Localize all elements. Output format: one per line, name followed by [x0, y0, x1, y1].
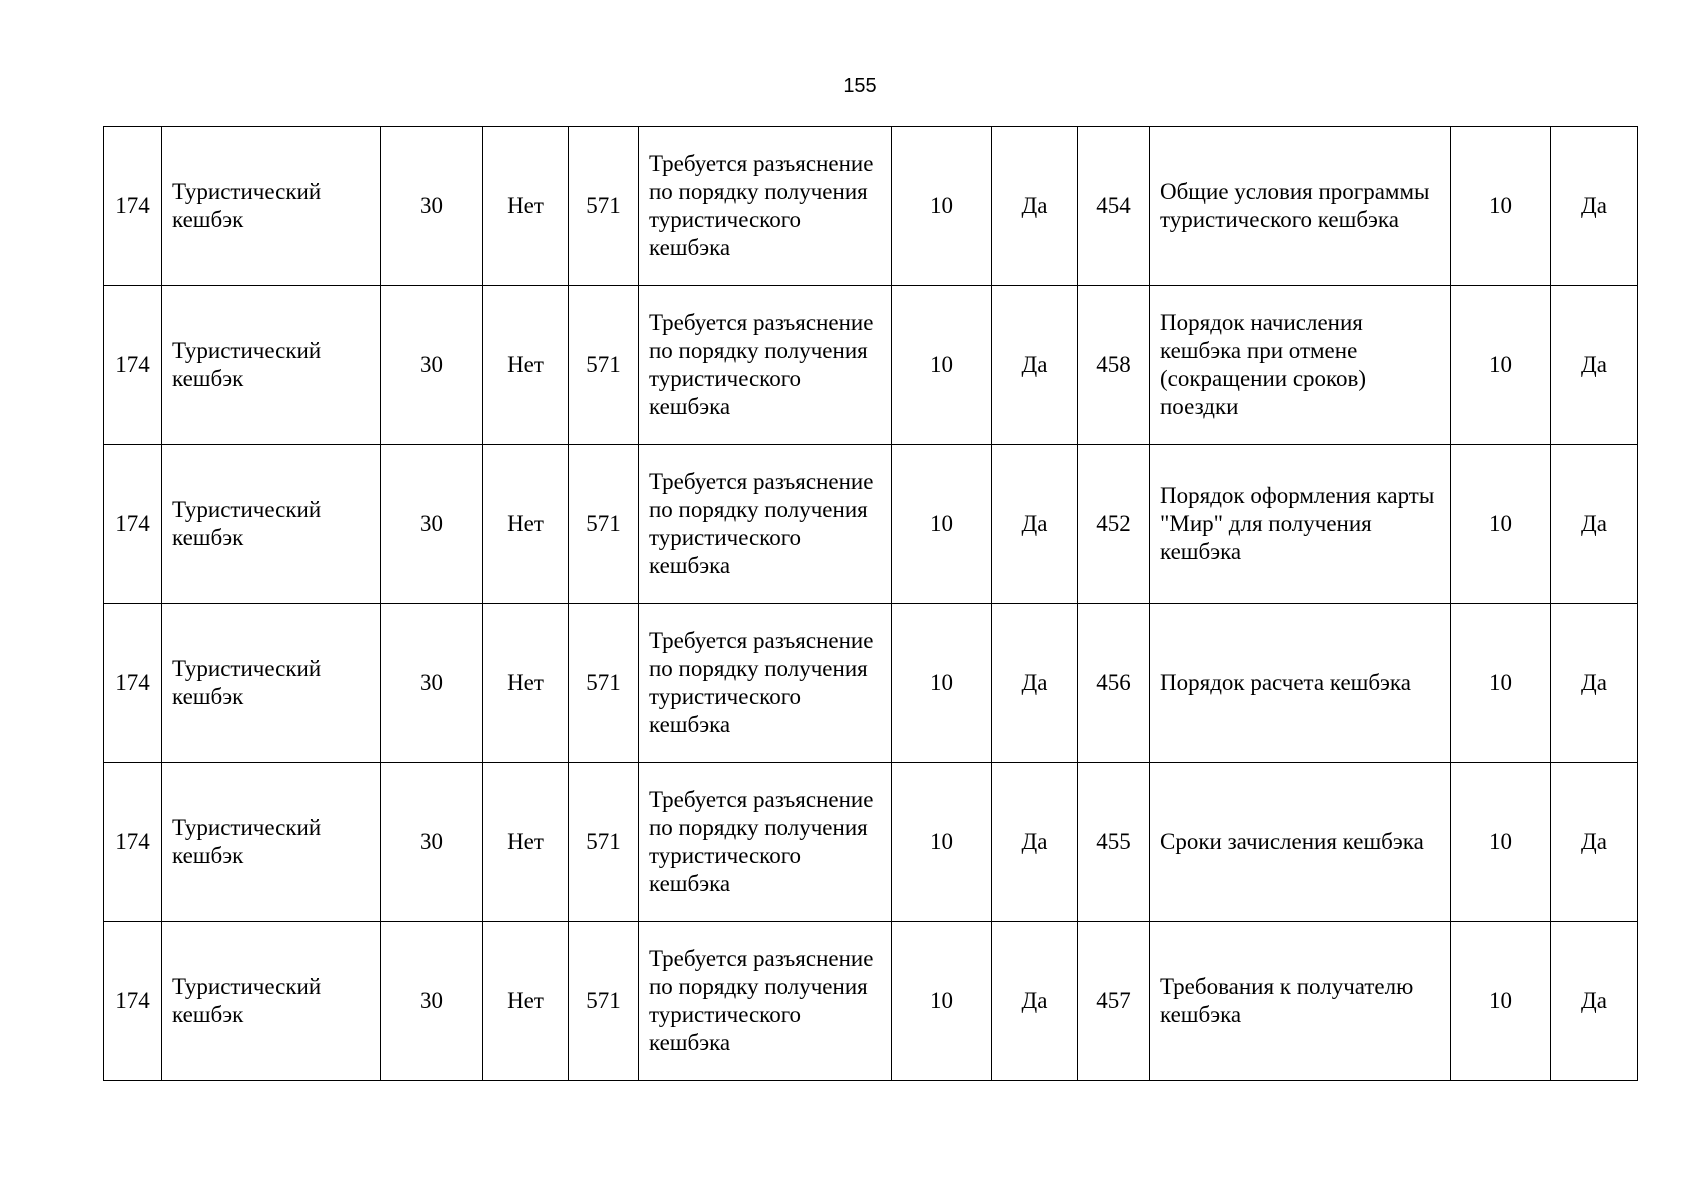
cell-reason-code: 571 — [569, 763, 639, 922]
cell-subject-value: 10 — [1451, 445, 1551, 604]
cell-subject-flag: Да — [1551, 286, 1638, 445]
cell-topic: Туристический кешбэк — [162, 604, 381, 763]
cell-reason-code: 571 — [569, 922, 639, 1081]
cell-topic: Туристический кешбэк — [162, 763, 381, 922]
cell-reason-flag: Да — [992, 127, 1078, 286]
cell-topic-flag: Нет — [483, 445, 569, 604]
cell-topic: Туристический кешбэк — [162, 127, 381, 286]
cell-subject-code: 452 — [1078, 445, 1150, 604]
cell-reason-flag: Да — [992, 922, 1078, 1081]
cell-code: 174 — [104, 286, 162, 445]
cell-topic-flag: Нет — [483, 604, 569, 763]
cell-subject-code: 458 — [1078, 286, 1150, 445]
cell-subject-value: 10 — [1451, 286, 1551, 445]
cell-subject-value: 10 — [1451, 763, 1551, 922]
cell-topic-value: 30 — [381, 445, 483, 604]
cell-reason-value: 10 — [892, 445, 992, 604]
cell-topic-value: 30 — [381, 922, 483, 1081]
cell-topic-flag: Нет — [483, 127, 569, 286]
cell-subject-code: 455 — [1078, 763, 1150, 922]
cell-topic-value: 30 — [381, 127, 483, 286]
cell-code: 174 — [104, 127, 162, 286]
table-row — [104, 445, 1638, 604]
page-number: 155 — [843, 75, 877, 97]
cell-topic: Туристический кешбэк — [162, 445, 381, 604]
cell-subject-code: 457 — [1078, 922, 1150, 1081]
cell-code: 174 — [104, 604, 162, 763]
cell-reason: Требуется разъяснение по порядку получения туристического кешбэка — [639, 445, 892, 604]
cell-code: 174 — [104, 922, 162, 1081]
cell-subject-code: 456 — [1078, 604, 1150, 763]
table-row — [104, 286, 1638, 445]
cell-subject-value: 10 — [1451, 922, 1551, 1081]
cell-code: 174 — [104, 445, 162, 604]
cell-reason-code: 571 — [569, 445, 639, 604]
table-row — [104, 922, 1638, 1081]
cell-reason: Требуется разъяснение по порядку получения туристического кешбэка — [639, 604, 892, 763]
cell-topic: Туристический кешбэк — [162, 922, 381, 1081]
data-table — [103, 126, 1638, 1081]
cell-subject: Порядок оформления карты "Мир" для получения кешбэка — [1150, 445, 1451, 604]
cell-topic-flag: Нет — [483, 922, 569, 1081]
cell-reason-value: 10 — [892, 127, 992, 286]
cell-subject-value: 10 — [1451, 127, 1551, 286]
cell-subject-value: 10 — [1451, 604, 1551, 763]
cell-subject: Сроки зачисления кешбэка — [1150, 763, 1451, 922]
cell-reason-flag: Да — [992, 604, 1078, 763]
cell-subject: Общие условия программы туристического кешбэка — [1150, 127, 1451, 286]
cell-reason-value: 10 — [892, 763, 992, 922]
cell-topic-value: 30 — [381, 763, 483, 922]
cell-subject-code: 454 — [1078, 127, 1150, 286]
cell-reason: Требуется разъяснение по порядку получения туристического кешбэка — [639, 286, 892, 445]
cell-topic-flag: Нет — [483, 763, 569, 922]
cell-reason: Требуется разъяснение по порядку получения туристического кешбэка — [639, 922, 892, 1081]
cell-reason-flag: Да — [992, 763, 1078, 922]
cell-reason: Требуется разъяснение по порядку получения туристического кешбэка — [639, 127, 892, 286]
cell-reason-value: 10 — [892, 604, 992, 763]
table-row — [104, 763, 1638, 922]
cell-topic-flag: Нет — [483, 286, 569, 445]
cell-subject-flag: Да — [1551, 922, 1638, 1081]
cell-subject-flag: Да — [1551, 127, 1638, 286]
table-row — [104, 127, 1638, 286]
cell-subject-flag: Да — [1551, 445, 1638, 604]
cell-code: 174 — [104, 763, 162, 922]
cell-reason-code: 571 — [569, 127, 639, 286]
cell-subject-flag: Да — [1551, 763, 1638, 922]
cell-reason-value: 10 — [892, 286, 992, 445]
cell-topic-value: 30 — [381, 286, 483, 445]
table-row — [104, 604, 1638, 763]
cell-subject: Требования к получателю кешбэка — [1150, 922, 1451, 1081]
cell-subject: Порядок начисления кешбэка при отмене (сокращении сроков) поездки — [1150, 286, 1451, 445]
cell-reason-code: 571 — [569, 604, 639, 763]
cell-subject-flag: Да — [1551, 604, 1638, 763]
cell-reason-code: 571 — [569, 286, 639, 445]
cell-subject: Порядок расчета кешбэка — [1150, 604, 1451, 763]
cell-reason-flag: Да — [992, 286, 1078, 445]
cell-reason-flag: Да — [992, 445, 1078, 604]
cell-topic-value: 30 — [381, 604, 483, 763]
cell-reason-value: 10 — [892, 922, 992, 1081]
cell-topic: Туристический кешбэк — [162, 286, 381, 445]
cell-reason: Требуется разъяснение по порядку получения туристического кешбэка — [639, 763, 892, 922]
